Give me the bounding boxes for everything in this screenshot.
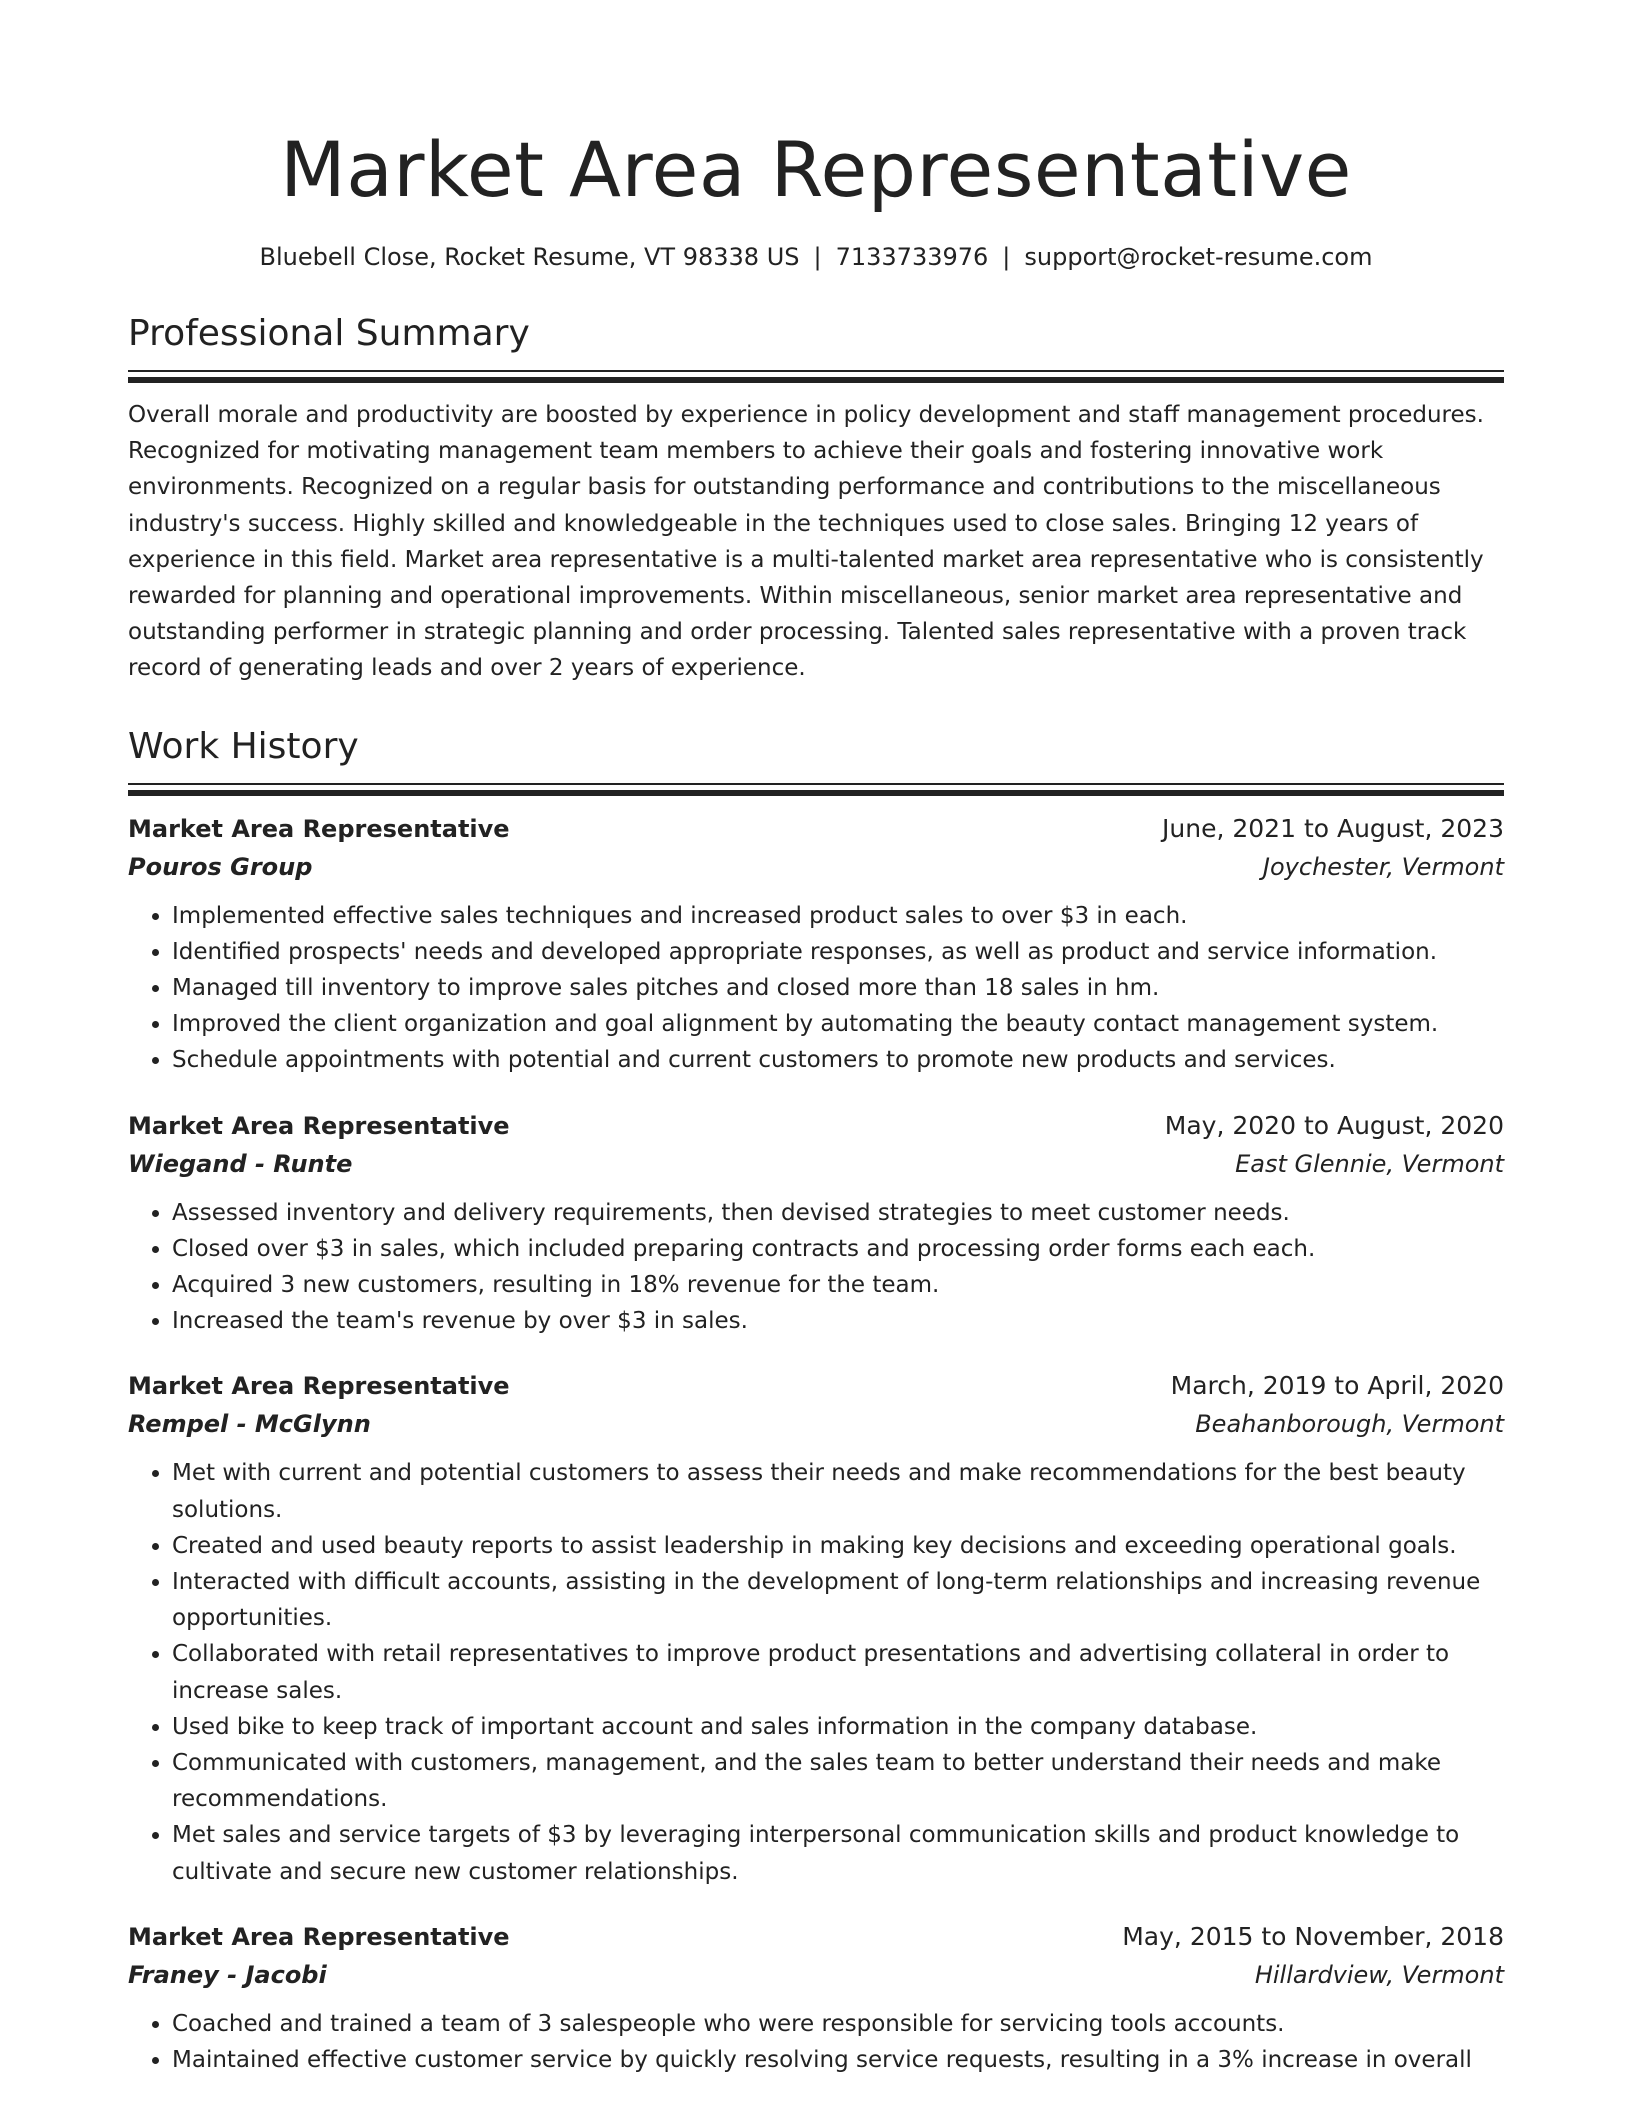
job-bullet: • Implemented effective sales techniques and increased product sales to over $3 in each. [172, 898, 1504, 934]
job-company: Pouros Group [128, 852, 313, 881]
job-title: Market Area Representative [128, 814, 510, 843]
job-entry [128, 1918, 1504, 2078]
job-dates: March, 2019 to April, 2020 [1170, 1371, 1504, 1401]
job-bullet: • Identified prospects' needs and developed appropriate responses, as well as product and service information. [172, 934, 1504, 970]
job-entry [128, 1367, 1504, 1889]
job-title: Market Area Representative [128, 1111, 510, 1140]
job-location: Beahanborough, Vermont [1195, 1410, 1504, 1439]
job-bullet: • Interacted with difficult accounts, assisting in the development of long-term relationships and increasing revenue opportunities. [172, 1564, 1504, 1636]
section-divider [128, 370, 1504, 383]
job-bullet: • Schedule appointments with potential and current customers to promote new products and services. [172, 1042, 1504, 1078]
job-header-row [128, 1367, 1504, 1405]
job-header-row [128, 1918, 1504, 1956]
job-entry [128, 1107, 1504, 1340]
contact-email: support@rocket-resume.com [1024, 243, 1373, 271]
job-bullet: • Improved the client organization and goal alignment by automating the beauty contact management system. [172, 1006, 1504, 1042]
job-location: Hillardview, Vermont [1254, 1960, 1504, 1989]
job-bullet: • Used bike to keep track of important account and sales information in the company database. [172, 1709, 1504, 1745]
contact-line [128, 240, 1504, 274]
job-title: Market Area Representative [128, 1372, 510, 1401]
job-entry [128, 810, 1504, 1079]
contact-separator: | [813, 243, 822, 271]
job-company: Wiegand - Runte [128, 1149, 353, 1178]
job-bullet: • Maintained effective customer service by quickly resolving service requests, resulting in a 3% increase in overall [172, 2042, 1504, 2078]
job-header-row [128, 810, 1504, 848]
job-dates: June, 2021 to August, 2023 [1162, 813, 1504, 843]
job-subheader-row [128, 1145, 1504, 1183]
job-subheader-row [128, 848, 1504, 886]
job-bullet: • Collaborated with retail representatives to improve product presentations and advertising collateral in order to increase sales. [172, 1636, 1504, 1708]
job-bullet: • Increased the team's revenue by over $3 in sales. [172, 1303, 1504, 1339]
job-subheader-row [128, 1405, 1504, 1443]
job-dates: May, 2020 to August, 2020 [1164, 1110, 1504, 1140]
job-bullet: • Created and used beauty reports to assist leadership in making key decisions and exceeding operational goals. [172, 1528, 1504, 1564]
job-header-row [128, 1107, 1504, 1145]
job-bullets [128, 898, 1504, 1079]
contact-separator: | [1002, 243, 1011, 271]
job-bullet: • Communicated with customers, management, and the sales team to better understand their needs and make recommendations. [172, 1745, 1504, 1817]
summary-heading: Professional Summary [128, 313, 530, 354]
job-bullet: • Met with current and potential customers to assess their needs and make recommendations for the best beauty solutions. [172, 1455, 1504, 1527]
job-subheader-row [128, 1956, 1504, 1994]
job-dates: May, 2015 to November, 2018 [1122, 1921, 1504, 1951]
section-divider [128, 783, 1504, 796]
resume-name: Market Area Representative [280, 125, 1352, 214]
job-bullet: • Met sales and service targets of $3 by leveraging interpersonal communication skills and product knowledge to cultivate and secure new customer relationships. [172, 1817, 1504, 1889]
job-bullets [128, 1455, 1504, 1889]
job-bullets [128, 2006, 1504, 2078]
job-bullet: • Closed over $3 in sales, which included preparing contracts and processing order forms each each. [172, 1231, 1504, 1267]
summary-text: Overall morale and productivity are boosted by experience in policy development and staff management procedures. Recognized for motivating management team members to achieve their goals and fostering innovative work environments. Recognized on a regular basis for outstanding performance and contributions to the miscellaneous industry's success. Highly skilled and knowledgeable in the techniques used to close sales. Bringing 12 years of experience in this field. Market area representative is a multi-talented market area representative who is consistently rewarded for planning and operational improvements. Within miscellaneous, senior market area representative and outstanding performer in strategic planning and order processing. Talented sales representative with a proven track record of generating leads and over 2 years of experience. [128, 402, 1484, 682]
job-bullet: • Managed till inventory to improve sales pitches and closed more than 18 sales in hm. [172, 970, 1504, 1006]
job-bullet: • Assessed inventory and delivery requirements, then devised strategies to meet customer needs. [172, 1195, 1504, 1231]
contact-phone: 7133733976 [835, 243, 989, 271]
job-bullet: • Coached and trained a team of 3 salespeople who were responsible for servicing tools accounts. [172, 2006, 1504, 2042]
job-bullets [128, 1195, 1504, 1340]
work-history-heading: Work History [128, 725, 359, 767]
job-title: Market Area Representative [128, 1922, 510, 1951]
job-location: Joychester, Vermont [1262, 852, 1504, 881]
job-company: Rempel - McGlynn [128, 1410, 371, 1439]
contact-address: Bluebell Close, Rocket Resume, VT 98338 US [259, 243, 800, 271]
job-list [128, 810, 1504, 2079]
job-bullet: • Acquired 3 new customers, resulting in 18% revenue for the team. [172, 1267, 1504, 1303]
job-location: East Glennie, Vermont [1235, 1149, 1504, 1178]
job-company: Franey - Jacobi [128, 1960, 327, 1989]
